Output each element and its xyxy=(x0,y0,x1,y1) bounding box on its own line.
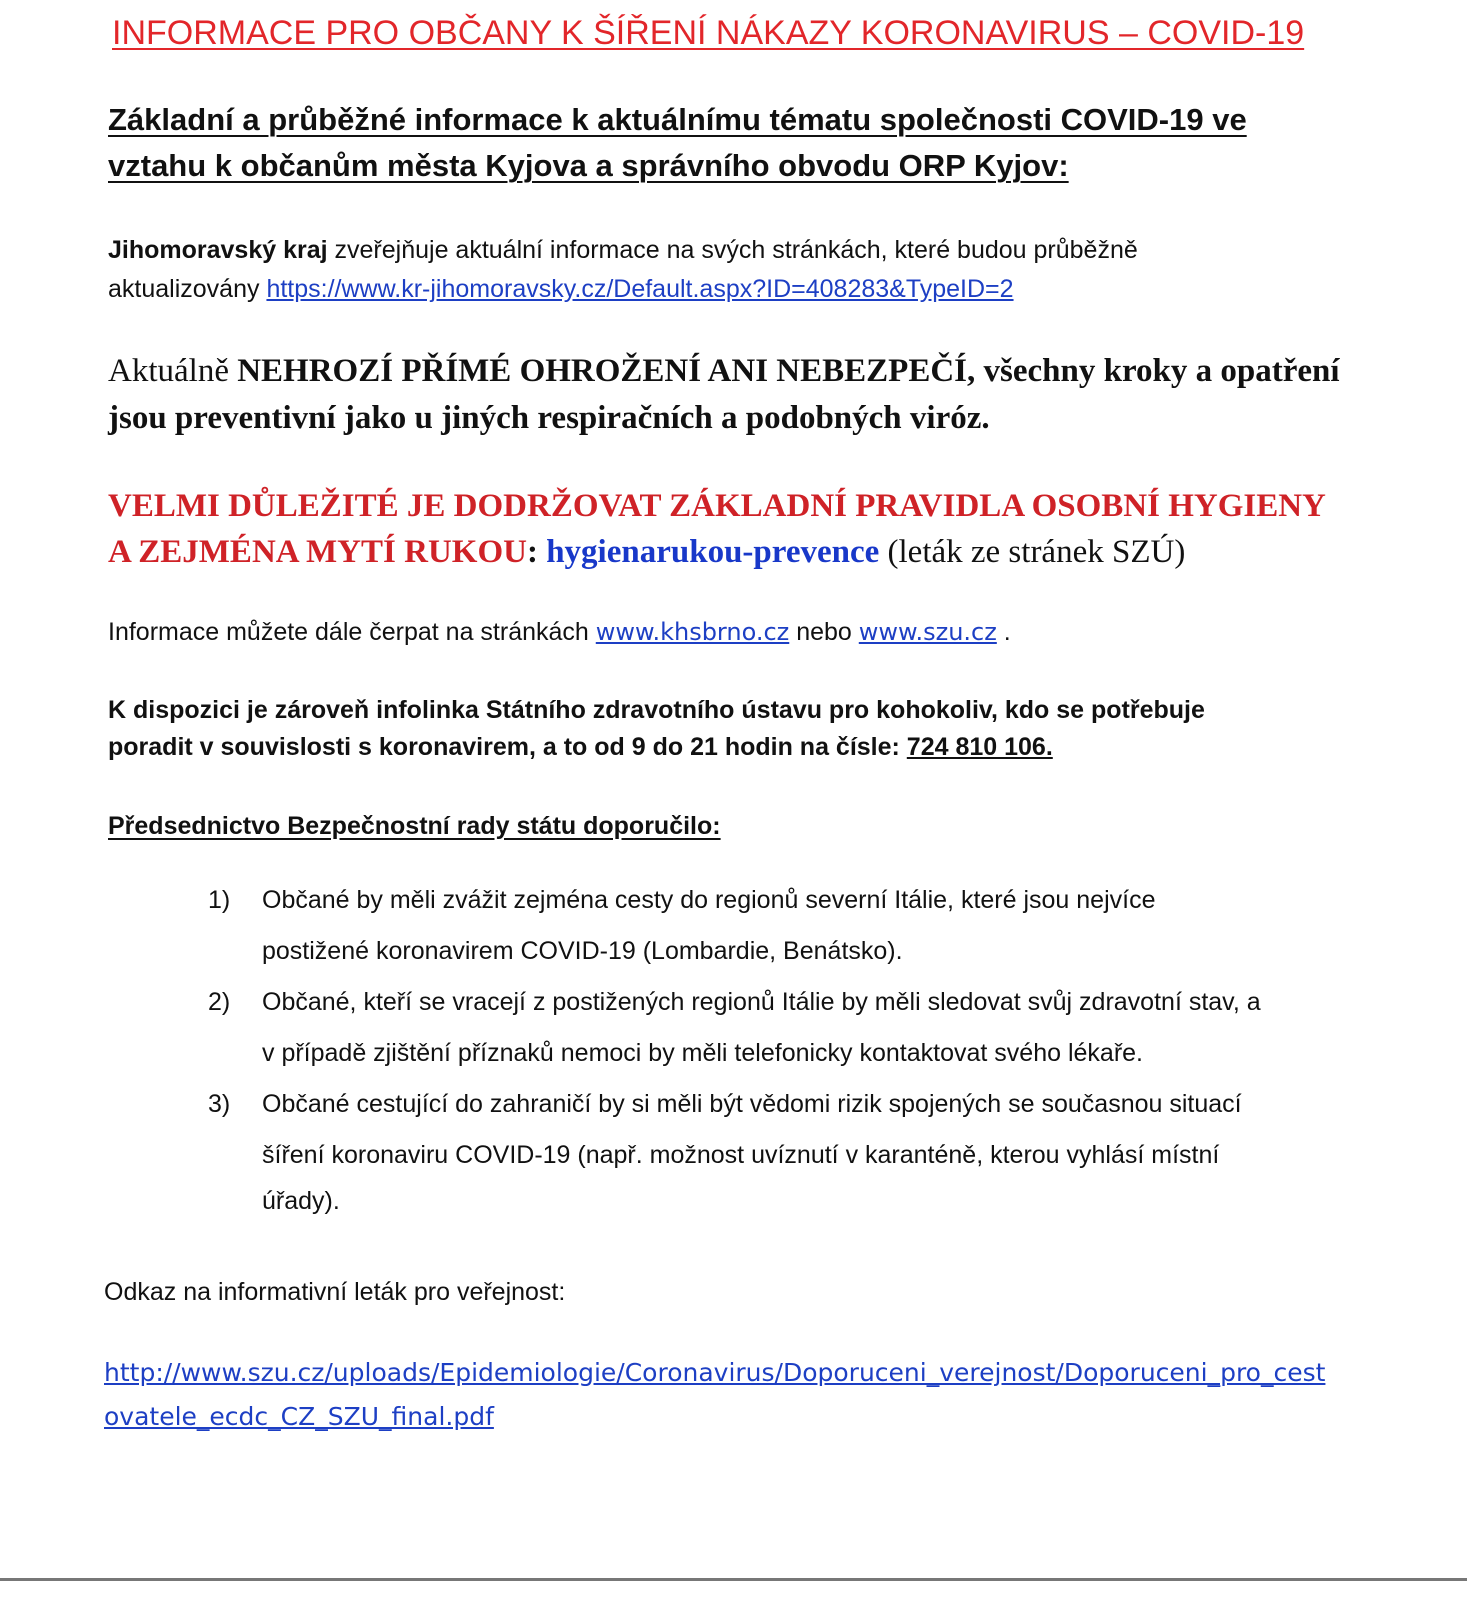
hygiene-colon: : xyxy=(526,534,547,570)
khsbrno-link[interactable]: www.khsbrno.cz xyxy=(595,618,790,646)
recommendations-heading: Předsednictvo Bezpečnostní rady státu doporučilo: xyxy=(108,812,721,840)
list-item-number: 3) xyxy=(208,1090,231,1118)
kraj-text: zveřejňuje aktuální informace na svých stránkách, které budou průběžně xyxy=(327,236,1138,264)
kraj-name: Jihomoravský kraj xyxy=(108,236,328,264)
kraj-paragraph-line-1 xyxy=(108,236,1138,265)
list-item-text: Občané, kteří se vracejí z postižených regionů Itálie by měli sledovat svůj zdravotní stav, a xyxy=(262,988,1261,1016)
aktualne-bold: NEHROZÍ PŘÍMÉ OHROŽENÍ ANI NEBEZPEČÍ, všechny kroky a opatření xyxy=(237,353,1340,389)
info-line xyxy=(108,618,1011,647)
subheading-line-2: vztahu k občanům města Kyjova a správního obvodu ORP Kyjov: xyxy=(108,148,1069,183)
info-middle: nebo xyxy=(789,618,859,646)
hygiene-link[interactable]: hygienarukou-prevence xyxy=(546,534,880,570)
szu-link[interactable]: www.szu.cz xyxy=(858,618,997,646)
infoline-line-2 xyxy=(108,733,1053,762)
info-suffix: . xyxy=(996,618,1011,646)
subheading-line-1: Základní a průběžné informace k aktuálnímu tématu společnosti COVID-19 ve xyxy=(108,102,1247,137)
info-prefix: Informace můžete dále čerpat na stránkách xyxy=(108,618,596,646)
phone-number: 724 810 106. xyxy=(906,733,1053,761)
hygiene-warning-line-1: VELMI DŮLEŽITÉ JE DODRŽOVAT ZÁKLADNÍ PRAVIDLA OSOBNÍ HYGIENY xyxy=(108,488,1326,524)
kraj-link[interactable]: https://www.kr-jihomoravsky.cz/Default.aspx?ID=408283&TypeID=2 xyxy=(266,275,1014,303)
aktualne-line-2: jsou preventivní jako u jiných respiračních a podobných viróz. xyxy=(108,400,990,436)
aktualne-line-1 xyxy=(108,353,1340,390)
list-item-text: postižené koronavirem COVID-19 (Lombardie, Benátsko). xyxy=(262,937,903,965)
leaflet-link-line-2[interactable]: ovatele_ecdc_CZ_SZU_final.pdf xyxy=(104,1402,494,1431)
list-item-text: šíření koronaviru COVID-19 (např. možnost uvíznutí v karanténě, kterou vyhlásí místní xyxy=(262,1141,1220,1169)
kraj-paragraph-line-2 xyxy=(108,275,1014,304)
list-item-number: 2) xyxy=(208,988,231,1016)
infoline-prefix: poradit v souvislosti s koronavirem, a to od 9 do 21 hodin na čísle: xyxy=(108,733,907,761)
list-item-text: v případě zjištění příznaků nemoci by měli telefonicky kontaktovat svého lékaře. xyxy=(262,1039,1143,1067)
aktualne-prefix: Aktuálně xyxy=(108,353,238,389)
list-item-text: Občané by měli zvážit zejména cesty do regionů severní Itálie, které jsou nejvíce xyxy=(262,886,1156,914)
leaflet-label: Odkaz na informativní leták pro veřejnost: xyxy=(104,1278,566,1306)
list-item-text: Občané cestující do zahraničí by si měli být vědomi rizik spojených se současnou situací xyxy=(262,1090,1242,1118)
hygiene-warning-line-2 xyxy=(108,534,1185,571)
hygiene-suffix: (leták ze stránek SZÚ) xyxy=(879,534,1186,570)
kraj-text-prefix: aktualizovány xyxy=(108,275,267,303)
infoline-line-1: K dispozici je zároveň infolinka Státního zdravotního ústavu pro kohokoliv, kdo se potřebuje xyxy=(108,696,1205,724)
list-item-text: úřady). xyxy=(262,1187,340,1215)
leaflet-link-line-1[interactable]: http://www.szu.cz/uploads/Epidemiologie/Coronavirus/Doporuceni_verejnost/Doporuceni_pro_cest xyxy=(104,1358,1326,1387)
hygiene-warning-red: A ZEJMÉNA MYTÍ RUKOU xyxy=(108,534,527,570)
page-title: INFORMACE PRO OBČANY K ŠÍŘENÍ NÁKAZY KORONAVIRUS – COVID-19 xyxy=(112,14,1305,52)
list-item-number: 1) xyxy=(208,886,231,914)
page-edge-divider xyxy=(0,1578,1467,1581)
